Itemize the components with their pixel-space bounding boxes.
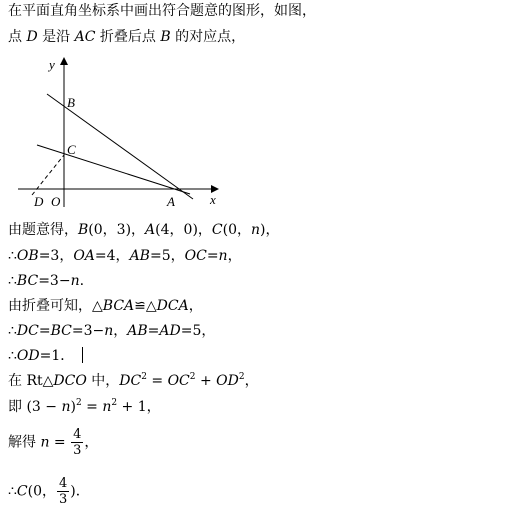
solution-line-1: 由题意得，B(0，3)，A(4，0)，C(0，n)， xyxy=(8,222,280,238)
label-x: x xyxy=(210,192,216,207)
solution-line-8: 即 $(3 - n)^2 = n^2 + 1$， xyxy=(8,398,161,415)
solution-line-10: ∴C(0， $\frac{4}{3}$ )． xyxy=(8,476,90,507)
fraction-four-thirds-c: $\frac{4}{3}$ xyxy=(59,476,68,507)
label-d: D xyxy=(34,194,44,209)
fraction-four-thirds: $\frac{4}{3}$ xyxy=(73,427,82,458)
label-o: O xyxy=(51,194,61,209)
text-cursor xyxy=(82,347,83,363)
label-a: A xyxy=(167,194,175,209)
problem-line-2: 点 D 是沿 AC 折叠后点 B 的对应点， xyxy=(8,29,246,45)
solution-line-3: ∴BC=3−n. xyxy=(8,273,85,289)
label-y: y xyxy=(49,57,55,72)
coordinate-figure xyxy=(0,52,529,212)
solution-line-9: 解得 n = $\frac{4}{3}$ ， xyxy=(8,427,99,458)
solution-line-5: ∴DC=BC=3−n，AB=AD=5， xyxy=(8,323,216,339)
label-b: B xyxy=(67,95,75,110)
line-ac xyxy=(37,145,190,194)
problem-line-1: 在平面直角坐标系中画出符合题意的图形，如图， xyxy=(8,3,316,19)
solution-line-6: ∴OD=1． xyxy=(8,347,83,365)
solution-line-4: 由折叠可知，△BCA≌△DCA， xyxy=(8,298,203,314)
solution-line-2: ∴OB=3，OA=4，AB=5，OC=n， xyxy=(8,248,242,264)
label-c: C xyxy=(67,142,76,157)
solution-line-7: 在 Rt△DCO 中，$DC^2 = OC^2 + OD^2$， xyxy=(8,372,259,389)
